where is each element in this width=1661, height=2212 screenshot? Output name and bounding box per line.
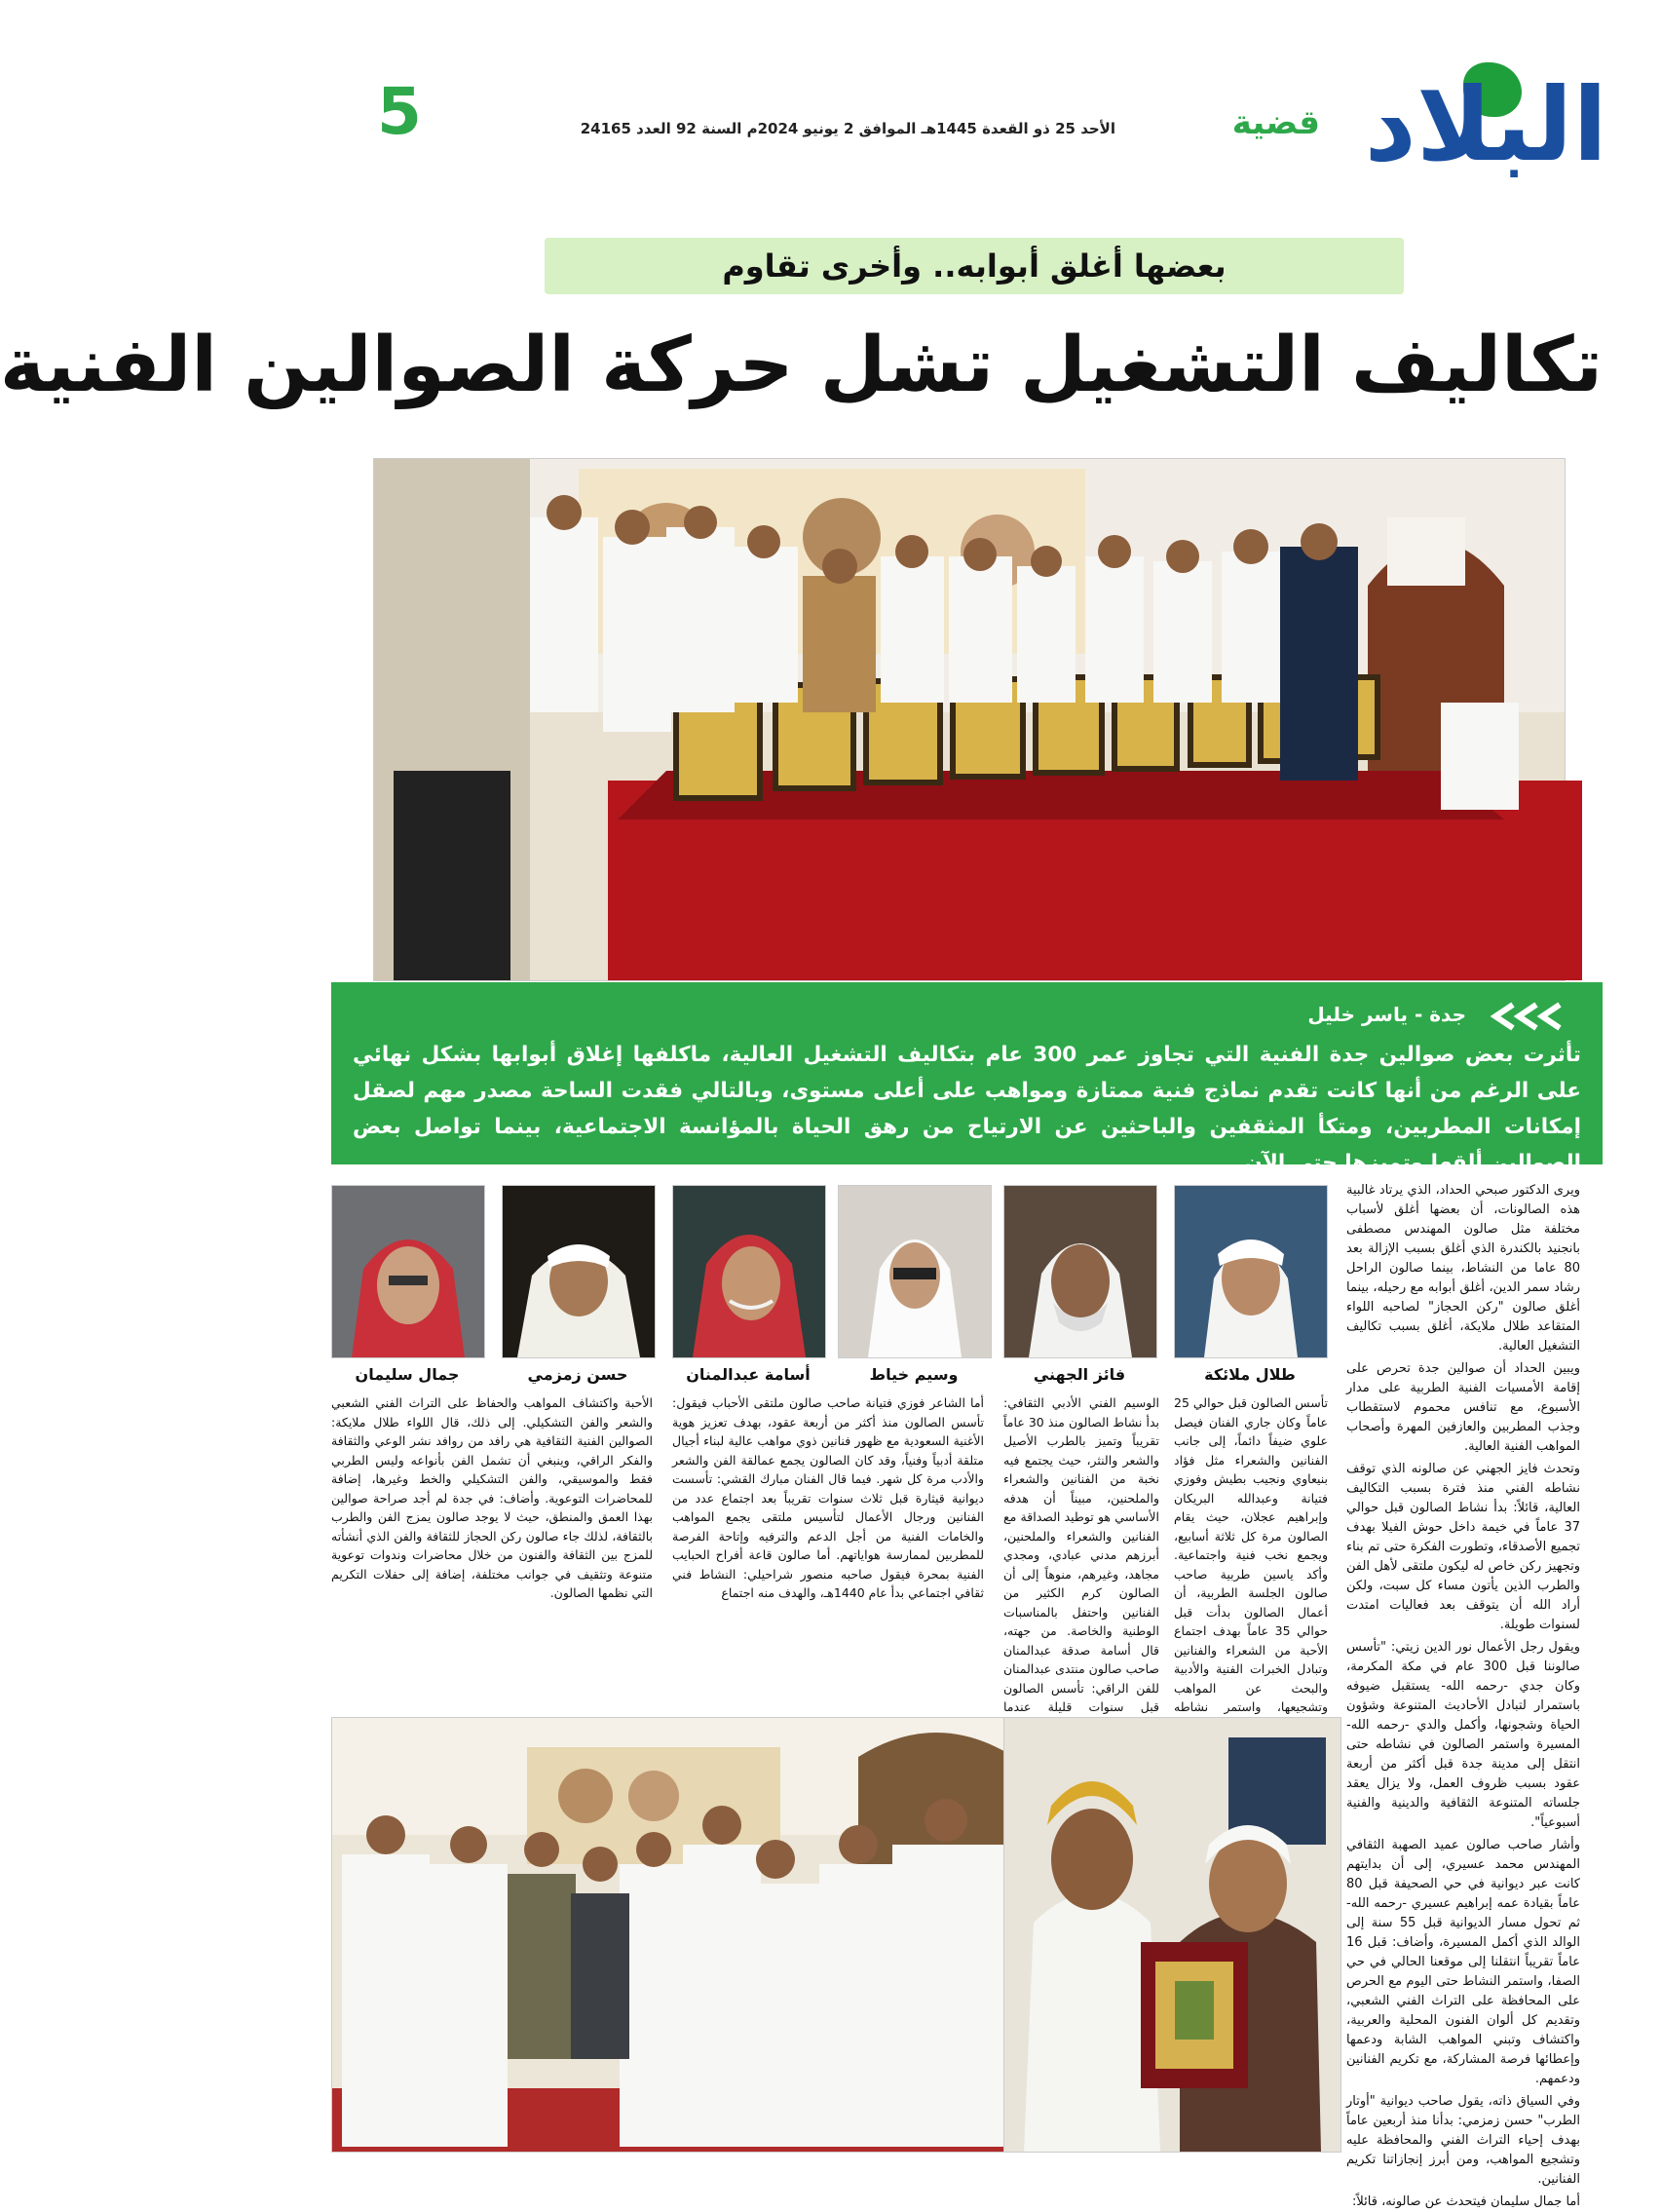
paragraph: ويرى الدكتور صبحي الحداد، الذي يرتاد غالبية هذه الصالونات، أن بعضها أغلق لأسباب مختلفة مثل صالون المهندس مصطفى بانجنيد بالكندرة الذي أغلق بسبب الإزالة بعد 80 عاما من النشاط، بينما صالون الراحل رشاد سمر الدين، أغلق أبوابه مع رحيله، بينما أغلق صالون "ركن الحجاز" لصاحبه اللواء المتقاعد طلال ملايكة، أغلق بسبب تكاليف التشغيل العالية.	[1346, 1183, 1580, 1354]
lead-paragraph: تأثرت بعض صوالين جدة الفنية التي تجاوز عمر 300 عام بتكاليف التشغيل العالية، ماكلفها إغلاق أبوابها بشكل نهائي على الرغم من أنها كانت تقدم نماذج فنية ممتازة ومواهب على أعلى مستوى، وبالتالي فقدت الساحة مصدر مهم لصقل إمكانات المطربين، ومتكأ المثقفين والباحثين عن الارتياح من رهق الحياة بالمؤانسة الاجتماعية، بينما تواصل بعض الصوالين ألقها وتميزها حتى الآن.	[353, 1043, 1581, 1175]
paragraph: وتحدث فايز الجهني عن صالونه الذي توقف نشاطه الفني منذ فترة بسبب التكاليف العالية، قائلاً: بدأ نشاط الصالون قبل حوالي 37 عاماً في خيمة داخل حوش الفيلا بهدف تجميع الأصدقاء، وتطورت الفكرة حتى تم بناء وتجهيز ركن خاص له ليكون ملتقى لأهل الفن والطرب الذين يأتون مساء كل سبت، ولكن أراد الله أن يتوقف بعد فعاليات امتدت لسنوات طويلة.	[1346, 1462, 1580, 1632]
kicker-text: بعضها أغلق أبوابه.. وأخرى تقاوم	[722, 248, 1227, 285]
article-column: الوسيم الفني الأدبي الثقافي: بدأ نشاط الصالون منذ 30 عاماً تقريباً وتميز بالطرب الأصيل والشعر والنثر، حيث يجتمع فيه نخبة من الفنانين والشعراء والملحنين، مبيناً أن هدفه الأساسي هو توطيد الصداقة مع الفنانين والشعراء والملحنين، أبرزهم مدني عبادي، ومجدي مجاهد، وغيرهم، منوهاً إلى أن الصالون كرم الكثير من الفنانين واحتفل بالمناسبات الوطنية والخاصة. من جهته، قال أسامة صدقة عبدالمنان صاحب صالون منتدى عبدالمنان للفن الراقي: تأسس الصالون قبل سنوات قليلة عندما	[1003, 1395, 1160, 1714]
lead-box	[331, 982, 1603, 1175]
page-number: 5	[377, 74, 422, 149]
main-headline: تكاليف التشغيل تشل حركة الصوالين الفنية	[0, 322, 1603, 409]
portrait-name-jamal: جمال سليمان	[355, 1365, 460, 1384]
article-column: تأسس الصالون قبل حوالي 25 عاماً وكان جاري الفنان فيصل علوي ضيفاً دائماً، إلى جانب الفنانين والشعراء مثل فؤاد بنيعاوي ونجيب بطيش وفوزي فتيانة وعبدالله البريكان وإبراهيم عجلان، حيث يقام الصالون مرة كل ثلاثة أسابيع، ويجمع نخب فنية واجتماعية. وأكد ياسين طربية صاحب صالون الجلسة الطربية، أن أعمال الصالون بدأت قبل حوالي 35 عاماً بهدف اجتماع الأحبة من الشعراء والفنانين وتبادل الخبرات الفنية والأدبية والبحث عن المواهب وتشجيعها، واستمر نشاطه	[1174, 1395, 1328, 1714]
photo-two-men-holding-plaque	[1003, 1717, 1341, 2153]
main-photo-honorees-with-plaques	[373, 458, 1566, 981]
section-label: قضية	[1231, 103, 1320, 142]
portrait-faiz-aljuhani	[1003, 1185, 1157, 1358]
paragraph: وأشار صاحب صالون عميد الصهبة الثقافي المهندس محمد عسيري، إلى أن بدايتهم كانت عبر ديوانية في حي الصحيفة قبل 80 عاماً بقيادة عمه إبراهيم عسيري -رحمه الله- ثم تحول مسار الديوانية قبل 55 سنة إلى الوالد الذي أكمل المسيرة، وأضاف: قبل 16 عاماً تقريباً انتقلنا إلى موقعنا الحالي في حي الصفا، واستمر النشاط حتى اليوم مع الحرص على المحافظة على التراث الفني الشعبي، وتقديم كل ألوان الفنون المحلية والعربية، واكتشاف وتبني المواهب الشابة ودعمها وإعطائها فرصة المشاركة، مع تكريم الفنانين ودعمهم.	[1346, 1838, 1580, 2086]
article-column-right	[1346, 1181, 1580, 2209]
newspaper-logo	[1364, 57, 1607, 193]
article-column: أما الشاعر فوزي فتيانة صاحب صالون ملتقى الأحباب فيقول: تأسس الصالون منذ أكثر من أربعة عقود، بهدف تعزيز هوية الأغنية السعودية مع ظهور فنانين ذوي مواهب عالية لبناء أجيال متلقة أدبياً وفنياً، وقد كان الصالون يجمع عمالقة الفن والشعر والأدب مرة كل شهر. فيما قال الفنان مبارك القشي: تأسست ديوانية قيثارة قبل ثلاث سنوات تقريباً بعد اجتماع عدد من الفنانين ورجال الأعمال لتأسيس ملتقى يجمع المواهب والخامات الفنية من أجل الدعم والترفيه وإتاحة الفرصة للمطربين لممارسة هواياتهم. أما صالون قاعة أفراح الحبايب الفنية بمحرة فيقول صاحبه منصور شراحيلي: النشاط فني ثقافي اجتماعي بدأ عام 1440هـ، والهدف منه اجتماع	[672, 1395, 984, 1600]
paragraph: وفي السياق ذاته، يقول صاحب ديوانية "أوتار الطرب" حسن زمزمي: بدأنا منذ أربعين عاماً بهدف إحياء التراث الفني والمحافظة عليه وتشجيع المواهب، ومن أبرز إنجازاتنا تكريم الفنانين.	[1346, 2094, 1580, 2187]
portrait-name-waseem: وسيم خياط	[869, 1365, 959, 1384]
portrait-name-hassan: حسن زمزمي	[527, 1365, 628, 1384]
dateline: الأحد 25 ذو القعدة 1445هـ الموافق 2 يونيو 2024م السنة 92 العدد 24165	[580, 120, 1115, 137]
portrait-name-faiz: فائز الجهني	[1033, 1365, 1126, 1384]
portrait-osama-abdulmannan	[672, 1185, 826, 1358]
portrait-name-osama: أسامة عبدالمنان	[686, 1365, 811, 1384]
portrait-name-talal: طلال ملائكة	[1204, 1365, 1296, 1384]
portrait-waseem-khayat	[838, 1185, 992, 1358]
paragraph: أما جمال سليمان فيتحدث عن صالونه، قائلاً:	[1352, 2194, 1580, 2209]
portrait-talal-malaika	[1174, 1185, 1328, 1358]
paragraph: ويقول رجل الأعمال نور الدين زيتي: "تأسس صالوننا قبل 300 عام في مكة المكرمة، وكان جدي -رحمه الله- يستقبل ضيوفه باستمرار لتبادل الأحاديث المتنوعة وشؤون الحياة وشجونها، وأكمل والدي -رحمه الله- المسيرة واستمر الصالون في نشاطه حتى انتقل إلى مدينة جدة قبل أكثر من أربعة عقود بسبب ظروف العمل، ولا يزال يعقد جلساته المتنوعة الثقافية والدينية والفنية أسبوعياً".	[1346, 1640, 1580, 1830]
portrait-jamal-suleiman	[331, 1185, 485, 1358]
kicker-banner	[545, 238, 1404, 294]
article-column: الأحبة واكتشاف المواهب والحفاظ على التراث الفني الشعبي والشعر والفن التشكيلي. إلى ذلك، قال اللواء طلال ملايكة: الصوالين الفنية الثقافية هي رافد من روافد نشر الوعي والثقافة والفكر الراقي، وينبغي أن تشمل الفن بأنواعه وليس الطربي فقط والموسيقي، والفن التشكيلي والخط وغيرها، إضافة للمحاضرات التوعوية. وأضاف: في جدة لم أجد صراحة صوالين بهذا العمق والمنطق، حيث لا يوجد صالون يمزج الفن والطرب بالثقافة، لذلك جاء صالون ركن الحجاز للثقافة والفن الذي أنشأته للمزج بين الثقافة والفنون من خلال محاضرات وندوات توعوية متنوعة وتثقيف في جوانب مختلفة، إضافة إلى حفلات التكريم التي نظمها الصالون.	[331, 1395, 653, 1600]
byline: جدة - ياسر خليل	[1307, 1003, 1466, 1026]
group-photo-salon	[331, 1717, 1025, 2153]
portrait-hassan-zamzami	[502, 1185, 656, 1358]
paragraph: ويبين الحداد أن صوالين جدة تحرص على إقامة الأمسيات الفنية الطربية على مدار الأسبوع، مع تنافس محموم لاستقطاب وجذب المطربين والعازفين المهرة وأصحاب المواهب الفنية العالية.	[1346, 1361, 1580, 1454]
logo-text: البلاد	[1364, 65, 1607, 184]
triple-chevron-left-icon	[1486, 1002, 1573, 1031]
